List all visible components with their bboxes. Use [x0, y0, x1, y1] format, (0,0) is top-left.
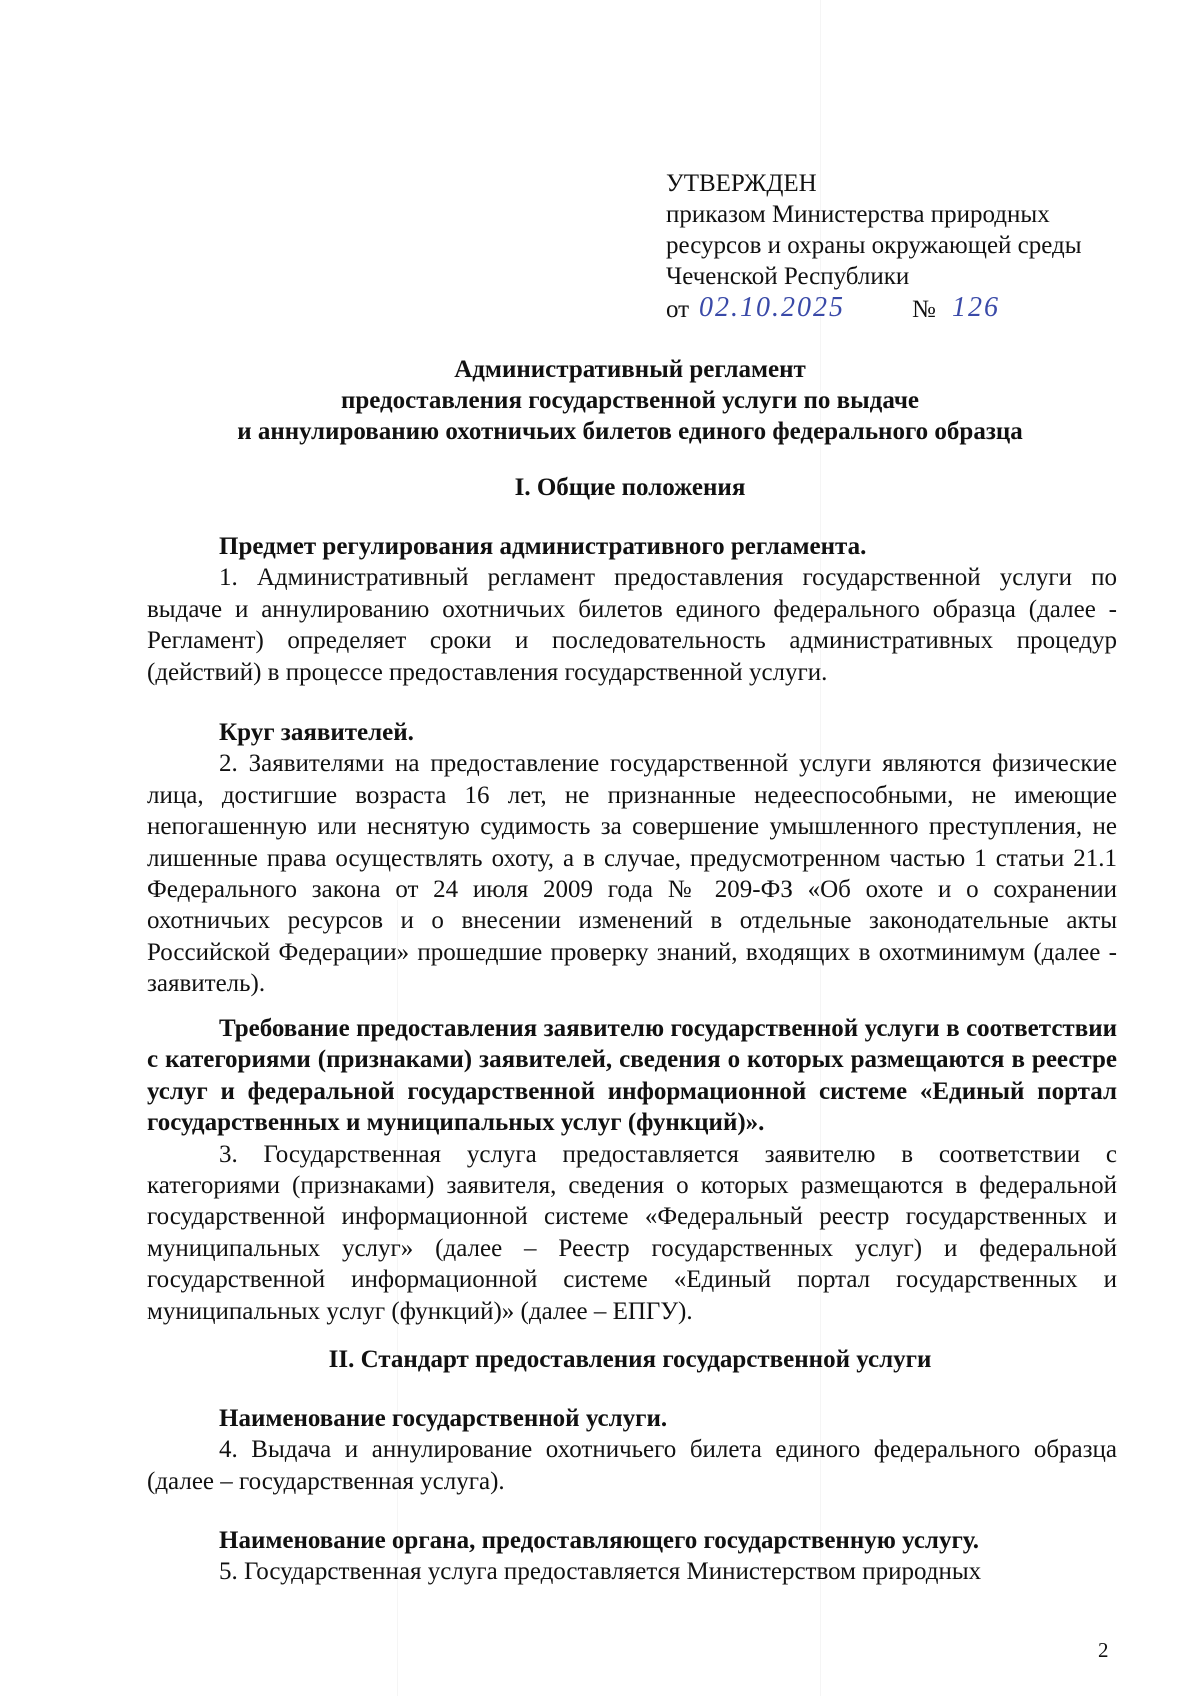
- approval-date-number-row: [666, 292, 1126, 326]
- approval-line: ресурсов и охраны окружающей среды: [666, 232, 1082, 259]
- authority-header: Наименование органа, предоставляющего государственную услугу.: [219, 1527, 980, 1554]
- service-name-header: Наименование государственной услуги.: [219, 1405, 668, 1432]
- approval-block: [666, 168, 1126, 326]
- applicants-header: Круг заявителей.: [219, 719, 414, 746]
- applicants-block: [147, 717, 1117, 1000]
- section-2-title: II. Стандарт предоставления государственной услуги: [328, 1346, 932, 1373]
- authority-block: [147, 1525, 1117, 1588]
- applicants-paragraph: 2. Заявителями на предоставление государственной услуги являются физические лица, достигшие возраста 16 лет, не признанные недееспособными, не имеющие непогашенную или неснятую судимость за совершение умышленного преступления, не лишенные права осуществлять охоту, а в случае, предусмотренном частью 1 статьи 21.1 Федерального закона от 24 июля 2009 года № 209-ФЗ «Об охоте и о сохранении охотничьих ресурсов и о внесении изменений в отдельные законодательные акты Российской Федерации» прошедшие проверку знаний, входящих в охотминимум (далее - заявитель).: [147, 750, 1117, 998]
- subject-paragraph: 1. Административный регламент предоставления государственной услуги по выдаче и аннулированию охотничьих билетов единого федерального образца (далее - Регламент) определяет сроки и последовательность административных процедур (действий) в процессе предоставления государственной услуги.: [147, 564, 1117, 686]
- title-line: и аннулированию охотничьих билетов единого федерального образца: [237, 418, 1023, 445]
- handwritten-number: 126: [952, 292, 1000, 323]
- handwritten-date: 02.10.2025: [699, 292, 845, 323]
- requirement-header: Требование предоставления заявителю государственной услуги в соответствии с категориями (признаками) заявителей, сведения о которых размещаются в реестре услуг и федеральной государственной информационной системе «Единый портал государственных и муниципальных услуг (функций)».: [147, 1015, 1117, 1137]
- number-prefix: №: [912, 296, 936, 323]
- subject-block: [147, 531, 1117, 688]
- date-prefix: от: [666, 296, 690, 323]
- section-1-title: I. Общие положения: [514, 474, 746, 501]
- title-line: предоставления государственной услуги по выдаче: [340, 387, 920, 414]
- document-title: [140, 354, 1120, 447]
- approval-heading: УТВЕРЖДЕН: [666, 170, 817, 197]
- authority-paragraph: 5. Государственная услуга предоставляется Министерством природных: [219, 1558, 982, 1586]
- subject-header: Предмет регулирования административного регламента.: [219, 533, 867, 560]
- requirement-paragraph: 3. Государственная услуга предоставляется заявителю в соответствии с категориями (признаками) заявителя, сведения о которых размещаются в федеральной государственной информационной системе «Федеральный реестр государственных и муниципальных услуг» (далее – Реестр государственных услуг) и федеральной государственной информационной системе «Единый портал государственных и муниципальных услуг (функций)» (далее – ЕПГУ).: [147, 1140, 1117, 1325]
- title-line: Административный регламент: [454, 356, 806, 383]
- approval-line: Чеченской Республики: [666, 263, 910, 290]
- approval-line: приказом Министерства природных: [666, 201, 1050, 228]
- service-name-block: [147, 1403, 1117, 1497]
- service-name-paragraph: 4. Выдача и аннулирование охотничьего билета единого федерального образца (далее – государственная услуга).: [147, 1436, 1117, 1495]
- requirement-block: [147, 1013, 1117, 1327]
- page-number: 2: [1098, 1638, 1109, 1662]
